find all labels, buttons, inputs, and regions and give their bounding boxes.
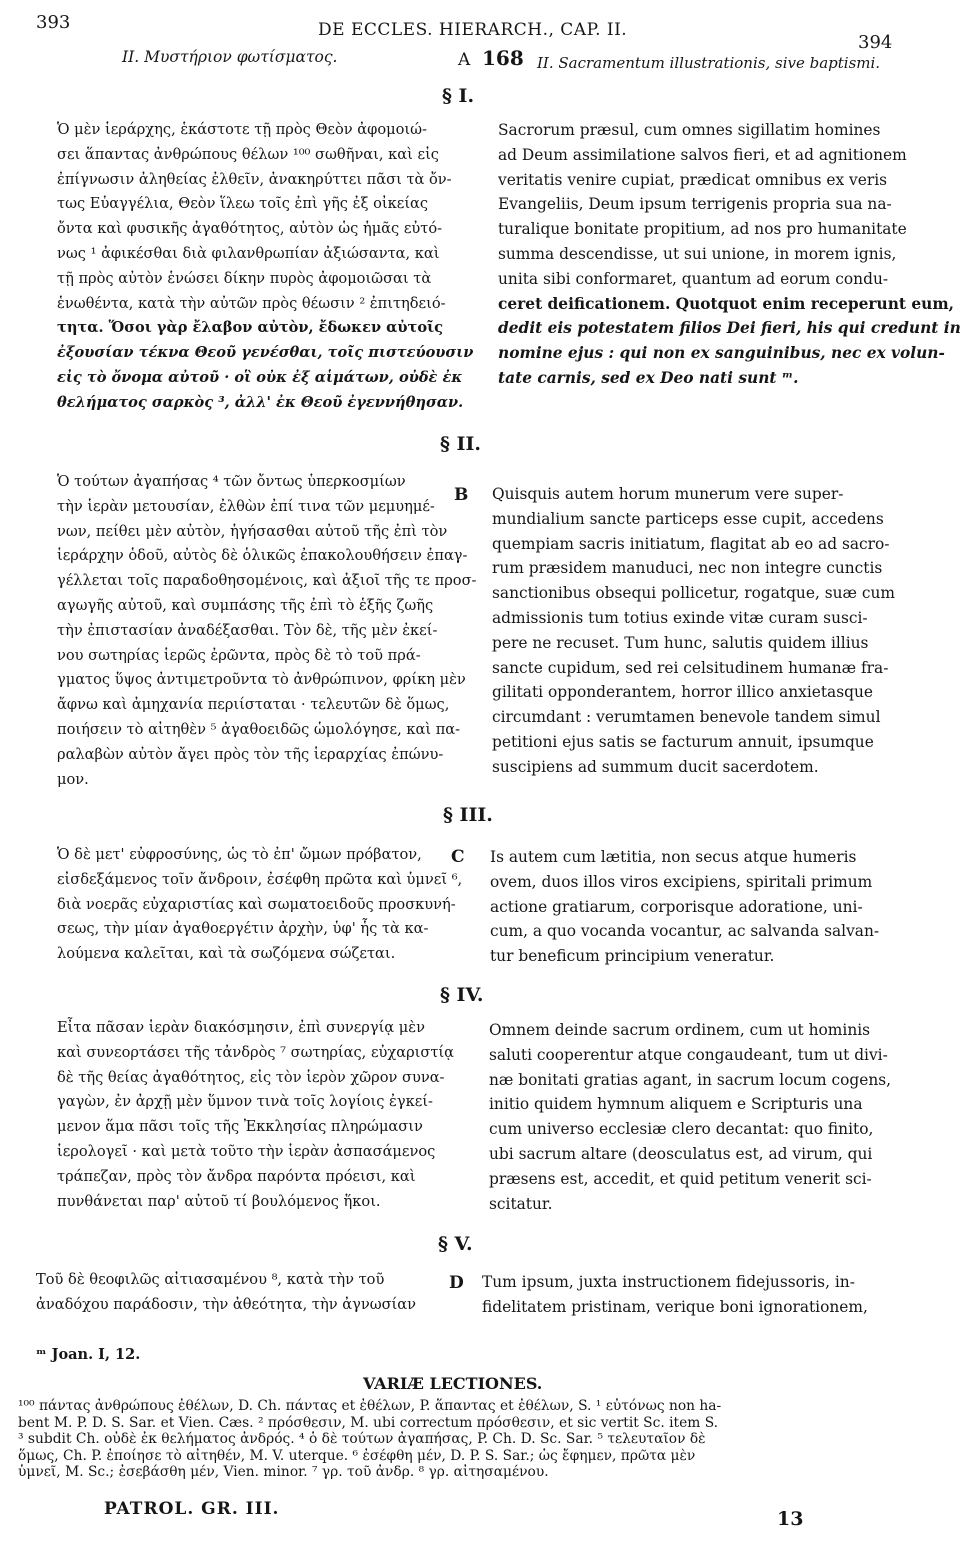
section-heading-3: § III. [443, 804, 493, 826]
section-heading-2: § II. [440, 433, 481, 455]
greek-line: γαγὼν, ἐν ἀρχῇ μὲν ὕμνον τινὰ τοῖς λογίοις ἐγκεί- [57, 1093, 433, 1111]
greek-line: διὰ νοερᾶς εὐχαριστίας καὶ σωματοειδοῦς προσκυνή- [57, 895, 456, 913]
greek-line: δὲ τῆς θείας ἀγαθότητος, εἰς τὸν ἱερὸν χῶρον συνα- [57, 1068, 445, 1086]
latin-line: tur beneficum principium veneratur. [490, 947, 775, 966]
greek-line: σεως, τὴν μίαν ἀγαθοεργέτιν ἀρχὴν, ὑφ' ἧς τὰ κα- [57, 920, 429, 938]
greek-text-section-3 [57, 843, 462, 967]
greek-line: εἰσδεξάμενος τοῖν ἄνδροιν, ἐσέφθη πρῶτα καὶ ὑμνεῖ ⁶, [57, 870, 463, 888]
latin-line: unita sibi conformaret, quantum ad eorum condu- [498, 269, 889, 288]
latin-line: Quisquis autem horum munerum vere super- [492, 485, 844, 503]
variae-lectiones [18, 1398, 721, 1481]
greek-line: ἄφνω καὶ ἀμηχανία περιίσταται · τελευτῶν δὲ ὅμως, [57, 696, 450, 714]
latin-text-section-1 [498, 118, 961, 391]
latin-text-section-3 [490, 845, 879, 969]
latin-line: mundialium sancte particeps esse cupit, accedens [492, 509, 884, 528]
margin-letter-c: C [451, 847, 465, 867]
latin-text-section-4 [489, 1018, 891, 1216]
greek-line: τῇ πρὸς αὐτὸν ἑνώσει δίκην πυρὸς ἀφομοιῶσαι τὰ [57, 269, 432, 287]
greek-line: τὴν ἱερὰν μετουσίαν, ἐλθὼν ἐπί τινα τῶν μεμυημέ- [57, 497, 435, 515]
greek-line: πυνθάνεται παρ' αὐτοῦ τί βουλόμενος ἥκοι. [57, 1192, 381, 1210]
latin-text-section-5 [482, 1270, 868, 1320]
greek-line: αγωγῆς αὐτοῦ, καὶ συμπάσης τῆς ἐπὶ τὸ ἑξῆς ζωῆς [57, 596, 434, 614]
margin-letter-d: D [449, 1273, 464, 1293]
latin-line: Evangeliis, Deum ipsum terrigenis propria sua na- [498, 195, 892, 214]
latin-line: quempiam sacris initiatum, flagitat ab eo ad sacro- [492, 534, 890, 553]
latin-line: Tum ipsum, juxta instructionem fidejussoris, in- [482, 1273, 855, 1291]
greek-line: ποιήσειν τὸ αἰτηθὲν ⁵ ἀγαθοειδῶς ὡμολόγησε, καὶ πα- [57, 720, 461, 738]
latin-line: præsens est, accedit, et quid petitum venerit sci- [489, 1169, 872, 1188]
greek-line: Ὁ τούτων ἀγαπήσας ⁴ τῶν ὄντως ὑπερκοσμίων [57, 473, 406, 490]
variae-title: VARIÆ LECTIONES. [363, 1374, 543, 1393]
latin-line: næ bonitati gratias agant, in sacrum locum cogens, [489, 1070, 892, 1089]
greek-line: ἐξουσίαν τέκνα Θεοῦ γενέσθαι, τοῖς πιστεύουσιν [57, 344, 474, 362]
latin-line: ubi sacrum altare (deosculatus est, ad virum, qui [489, 1144, 873, 1163]
latin-line: Omnem deinde sacrum ordinem, cum ut hominis [489, 1021, 871, 1039]
greek-line: Ὁ δὲ μετ' εὐφροσύνης, ὡς τὸ ἐπ' ὤμων πρόβατον, [57, 846, 422, 863]
sheet-signature: 13 [777, 1508, 804, 1530]
column-number: 168 [482, 46, 524, 70]
greek-line: μενον ἅμα πᾶσι τοῖς τῆς Ἐκκλησίας πληρώμασιν [57, 1118, 423, 1136]
variae-line: ὑμνεῖ, M. Sc.; ἐσεβάσθη μέν, Vien. minor. ⁷ γρ. τοῦ ἀνδρ. ⁸ γρ. αἰτησαμένου. [18, 1464, 549, 1481]
patrol-signature: PATROL. GR. III. [104, 1499, 280, 1519]
latin-line: petitioni ejus satis se facturum annuit, ipsumque [492, 732, 874, 751]
greek-line: ἱερολογεῖ · καὶ μετὰ τοῦτο τὴν ἱερὰν ἀσπασάμενος [57, 1142, 436, 1160]
latin-line: ad Deum assimilatione salvos fieri, et ad agnitionem [498, 145, 907, 164]
greek-line: νου σωτηρίας ἱερῶς ἐρῶντα, πρὸς δὲ τὸ τοῦ πρά- [57, 646, 421, 664]
greek-text-section-2 [57, 470, 477, 792]
latin-line: turalique bonitate propitium, ad nos pro humanitate [498, 220, 907, 239]
latin-line: pere ne recuset. Tum hunc, salutis quidem illius [492, 633, 869, 652]
subtitle-latin: II. Sacramentum illustrationis, sive baptismi. [537, 54, 881, 72]
greek-text-section-5 [36, 1268, 416, 1318]
running-title: DE ECCLES. HIERARCH., CAP. II. [318, 20, 628, 40]
greek-line: σει ἅπαντας ἀνθρώπους θέλων ¹⁰⁰ σωθῆναι, καὶ εἰς [57, 145, 439, 163]
section-heading-5: § V. [438, 1233, 473, 1255]
latin-text-section-2 [492, 482, 895, 780]
greek-line: ραλαβὼν αὐτὸν ἄγει πρὸς τὸν τῆς ἱεραρχίας ἐπώνυ- [57, 745, 444, 763]
greek-line: γματος ὕψος ἀντιμετροῦντα τὸ ἀνθρώπινον, φρίκη μὲν [57, 671, 466, 689]
greek-line: Τοῦ δὲ θεοφιλῶς αἰτιασαμένου ⁸, κατὰ τὴν τοῦ [36, 1271, 385, 1288]
variae-line: ὅμως, Ch. P. ἐποίησε τὸ αἰτηθέν, M. V. uterque. ⁶ ἐσέφθη μέν, D. P. S. Sar.; ὡς ἔφημεν, πρῶτα μὲν [18, 1447, 696, 1464]
greek-line: τὴν ἐπιστασίαν ἀναδέξασθαι. Τὸν δὲ, τῆς μὲν ἐκεί- [57, 621, 438, 639]
greek-text-section-4 [57, 1016, 454, 1214]
greek-line: τητα. Ὅσοι γὰρ ἔλαβον αὐτὸν, ἔδωκεν αὐτοῖς [57, 319, 444, 337]
greek-line: λούμενα καλεῖται, καὶ τὰ σωζόμενα σώζεται. [57, 945, 396, 963]
greek-line: ἐπίγνωσιν ἀληθείας ἐλθεῖν, ἀνακηρύττει πᾶσι τὰ ὄν- [57, 170, 452, 188]
latin-line: summa descendisse, ut sui unione, in morem ignis, [498, 244, 897, 263]
greek-line: μον. [57, 770, 89, 788]
latin-line: circumdant : verumtamen benevole tandem simul [492, 708, 881, 727]
latin-line: veritatis venire cupiat, prædicat omnibus ex veris [498, 170, 888, 189]
margin-letter-b: B [454, 485, 469, 505]
greek-line: ἑνωθέντα, κατὰ τὴν αὐτῶν πρὸς θέωσιν ² ἐπιτηδειό- [57, 294, 446, 312]
latin-line: initio quidem hymnum aliquem e Scripturis una [489, 1095, 863, 1114]
latin-line: sancte cupidum, sed rei celsitudinem humanæ fra- [492, 658, 889, 677]
latin-line: ovem, duos illos viros excipiens, spiritali primum [490, 872, 873, 891]
variae-line: ³ subdit Ch. οὐδὲ ἐκ θελήματος ἀνδρός. ⁴ ὁ δὲ τούτων ἀγαπήσας, P. Ch. D. Sc. Sar. ⁵ τελευταῖον δὲ [18, 1431, 706, 1448]
greek-line: γέλλεται τοῖς παραδοθησομένοις, καὶ ἀξιοῖ τῆς τε προσ- [57, 572, 477, 590]
greek-text-section-1 [57, 118, 473, 416]
section-heading-1: § I. [442, 85, 475, 107]
greek-line: ὄντα καὶ φυσικῆς ἀγαθότητος, αὐτὸν ὡς ἡμᾶς εὐτό- [57, 220, 443, 238]
latin-line: dedit eis potestatem filios Dei fieri, his qui credunt in [498, 319, 961, 338]
latin-line: rum præsidem manuduci, nec non integre cunctis [492, 559, 883, 578]
latin-line: tate carnis, sed ex Deo nati sunt ᵐ. [498, 368, 799, 387]
latin-line: ceret deificationem. Quotquot enim receperunt eum, [498, 294, 954, 313]
variae-line: bent M. P. D. S. Sar. et Vien. Cæs. ² πρόσθεσιν, M. ubi correctum πρόσθεσιν, et sic vertit Sc. item S. [18, 1414, 719, 1431]
latin-line: cum universo ecclesiæ clero decantat: quo finito, [489, 1120, 874, 1139]
greek-line: νων, πείθει μὲν αὐτὸν, ἡγήσασθαι αὐτοῦ τῆς ἐπὶ τὸν [57, 522, 448, 540]
greek-line: θελήματος σαρκὸς ³, ἀλλ' ἐκ Θεοῦ ἐγεννήθησαν. [57, 393, 464, 411]
greek-line: εἰς τὸ ὄνομα αὐτοῦ · οἳ οὐκ ἐξ αἱμάτων, οὐδὲ ἐκ [57, 368, 463, 386]
latin-line: gilitati opponderantem, horror illico anxietasque [492, 683, 874, 702]
latin-line: Is autem cum lætitia, non secus atque humeris [490, 848, 857, 866]
greek-line: καὶ συνεορτάσει τῆς τἀνδρὸς ⁷ σωτηρίας, εὐχαριστίᾳ [57, 1043, 454, 1061]
page-number-left: 393 [36, 12, 71, 33]
latin-line: saluti cooperentur atque congaudeant, tum ut divi- [489, 1045, 888, 1064]
greek-line: Ὁ μὲν ἱεράρχης, ἑκάστοτε τῇ πρὸς Θεὸν ἀφομοιώ- [57, 121, 427, 138]
latin-line: scitatur. [489, 1194, 553, 1213]
section-heading-4: § IV. [440, 984, 484, 1006]
latin-line: admissionis tum totius exinde vitæ curam susci- [492, 608, 868, 627]
latin-line: sanctionibus obsequi pollicetur, rogatque, suæ cum [492, 584, 896, 603]
latin-line: cum, a quo vocanda vocantur, ac salvanda salvan- [490, 922, 880, 941]
greek-line: τράπεζαν, πρὸς τὸν ἄνδρα παρόντα πρόεισι, καὶ [57, 1167, 416, 1185]
page-number-right: 394 [858, 32, 893, 53]
greek-line: Εἶτα πᾶσαν ἱερὰν διακόσμησιν, ἐπὶ συνεργίᾳ μὲν [57, 1019, 425, 1036]
footnote: ᵐ Joan. I, 12. [36, 1346, 141, 1363]
variae-line: ¹⁰⁰ πάντας ἀνθρώπους ἐθέλων, D. Ch. πάντας et ἐθέλων, P. ἅπαντας et ἐθέλων, S. ¹ εὐτόνως non ha- [18, 1398, 722, 1414]
latin-line: Sacrorum præsul, cum omnes sigillatim homines [498, 121, 881, 139]
greek-line: νως ¹ ἀφικέσθαι διὰ φιλανθρωπίαν ἀξιώσαντα, καὶ [57, 244, 440, 262]
greek-line: ἀναδόχου παράδοσιν, τὴν ἀθεότητα, τὴν ἀγνωσίαν [36, 1295, 417, 1313]
latin-line: suscipiens ad summum ducit sacerdotem. [492, 757, 819, 776]
greek-line: τως Εὐαγγέλια, Θεὸν ἵλεω τοῖς ἐπὶ γῆς ἐξ οἰκείας [57, 195, 429, 213]
latin-line: actione gratiarum, corporisque adoratione, uni- [490, 897, 863, 916]
latin-line: nomine ejus : qui non ex sanguinibus, nec ex volun- [498, 344, 945, 363]
subtitle-greek: II. Μυστήριον φωτίσματος. [122, 48, 338, 66]
column-letter-a: A [458, 50, 471, 70]
latin-line: fidelitatem pristinam, verique boni ignorationem, [482, 1297, 868, 1316]
greek-line: ἱεράρχην ὁδοῦ, αὐτὸς δὲ ὁλικῶς ἐπακολουθήσειν ἐπαγ- [57, 547, 468, 565]
